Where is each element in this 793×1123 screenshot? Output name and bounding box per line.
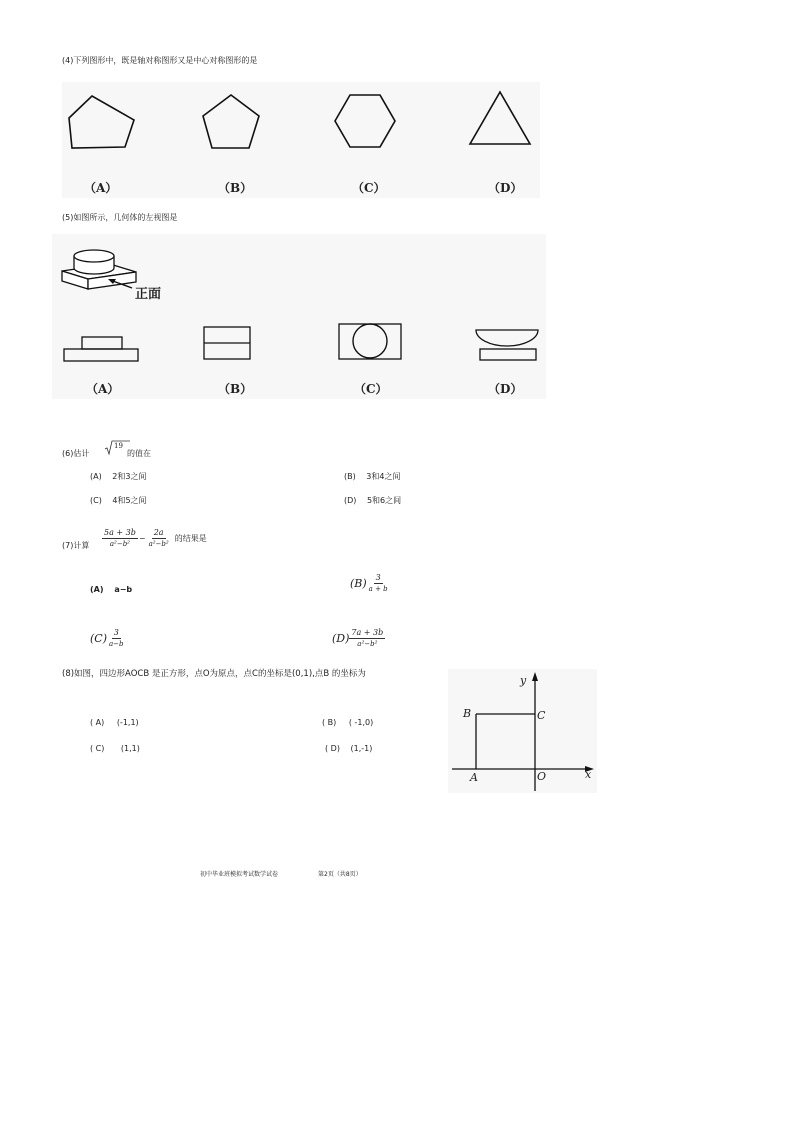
x-axis-label: x <box>585 768 592 781</box>
q7-fraction-1 <box>102 527 138 549</box>
q7-option-b-den: a + b <box>368 585 388 593</box>
q7-option-b <box>350 572 390 594</box>
q6-option-a-letter: (A) <box>90 472 102 481</box>
q8-option-b-text: ( -1,0) <box>348 718 374 727</box>
q6-option-a-text: 2和3之间 <box>112 472 147 481</box>
q8-option-c-text: (1,1) <box>120 744 140 753</box>
q7-option-c <box>90 627 126 649</box>
q8-option-d-text: (1,-1) <box>350 744 373 753</box>
q7-option-b-fraction <box>367 572 390 594</box>
q7-option-a-text: a−b <box>114 585 133 594</box>
q7-option-a <box>90 585 132 594</box>
q6-stem-prefix: (6)估计 <box>62 449 90 458</box>
q5-stem: (5)如图所示，几何体的左视图是 <box>62 213 178 222</box>
q8-option-d-letter: ( D) <box>325 744 340 753</box>
q7-option-d <box>332 627 385 649</box>
q7-option-c-den: a−b <box>109 640 124 648</box>
q4-shapes-figure <box>62 82 540 198</box>
q7-frac1-den: a²−b² <box>109 540 130 548</box>
q8-option-a-letter: ( A) <box>90 718 105 727</box>
regular-pentagon-shape <box>203 95 259 148</box>
q7-option-d-fraction <box>349 627 385 649</box>
q7-frac1-num: 5a + 3b <box>104 528 136 537</box>
q5-option-c: （C） <box>354 382 388 396</box>
q4-option-c: （C） <box>352 181 386 195</box>
q7-stem-suffix: 的结果是 <box>174 533 207 543</box>
q6-option-d <box>344 495 401 506</box>
q6-option-c-letter: (C) <box>90 496 102 505</box>
regular-hexagon-shape <box>335 95 395 147</box>
q4-figure-panel <box>62 82 540 198</box>
q7-option-d-letter: (D) <box>332 631 350 645</box>
q8-option-b <box>322 718 373 727</box>
q7-option-a-letter: (A) <box>90 585 104 594</box>
equilateral-triangle-shape <box>470 92 530 144</box>
y-axis-label: y <box>520 674 527 687</box>
q6-option-c <box>90 495 147 506</box>
q5-option-d: （D） <box>488 382 523 396</box>
q7-option-b-num: 3 <box>375 573 381 582</box>
q7-option-d-den: a²−b² <box>357 640 378 648</box>
q5-option-a: （A） <box>86 382 120 396</box>
q7-minus: − <box>138 533 146 543</box>
footer-page-number: 第2页（共8页） <box>318 871 362 878</box>
footer-exam-title: 初中毕业班模拟考试数学试卷 <box>200 871 279 878</box>
point-b-label: B <box>463 707 472 720</box>
q4-option-b: （B） <box>218 181 253 195</box>
q8-option-a-text: (-1,1) <box>116 718 139 727</box>
origin-o-label: O <box>537 770 547 783</box>
q6-stem-suffix: 的值在 <box>127 449 151 458</box>
radicand: 19 <box>114 442 123 450</box>
q7-option-c-letter: (C) <box>90 631 107 645</box>
point-a-label: A <box>470 771 478 784</box>
q7-frac2-den: a²−b² <box>148 540 169 548</box>
q7-option-c-fraction <box>107 627 126 649</box>
q6-option-b-letter: (B) <box>344 472 356 481</box>
q8-option-c <box>90 744 140 753</box>
q5-figure-panel <box>52 234 546 399</box>
irregular-pentagon-shape <box>69 96 134 148</box>
q8-stem: (8)如图，四边形AOCB 是正方形，点O为原点，点C的坐标是(0,1),点B 的坐标为 <box>62 669 366 679</box>
q6-option-c-text: 4和5之间 <box>112 496 147 505</box>
q7-expression <box>102 527 207 549</box>
q7-option-d-num: 7a + 3b <box>351 628 384 637</box>
q8-coordinate-figure <box>448 669 597 793</box>
q4-stem: (4)下列图形中，既是轴对称图形又是中心对称图形的是 <box>62 56 258 65</box>
q8-option-d <box>325 744 372 753</box>
q5-solid-figure <box>52 234 546 399</box>
point-c-label: C <box>537 709 546 722</box>
q4-option-d: （D） <box>488 181 523 195</box>
q6-option-b <box>344 471 400 482</box>
q7-fraction-2 <box>147 527 171 549</box>
q7-option-c-num: 3 <box>113 628 119 637</box>
q6-option-a <box>90 471 146 482</box>
q8-option-c-letter: ( C) <box>90 744 105 753</box>
q6-option-b-text: 3和4之间 <box>366 472 401 481</box>
q7-option-b-letter: (B) <box>350 576 367 590</box>
q7-stem-prefix: (7)计算 <box>62 541 90 550</box>
q4-option-a: （A） <box>84 181 118 195</box>
q8-option-b-letter: ( B) <box>322 718 337 727</box>
q6-option-d-letter: (D) <box>344 496 357 505</box>
front-label: 正面 <box>135 287 162 302</box>
q5-option-b: （B） <box>218 382 253 396</box>
q7-frac2-num: 2a <box>153 528 164 537</box>
q6-option-d-text: 5和6之间 <box>366 496 402 505</box>
q8-option-a <box>90 718 139 727</box>
